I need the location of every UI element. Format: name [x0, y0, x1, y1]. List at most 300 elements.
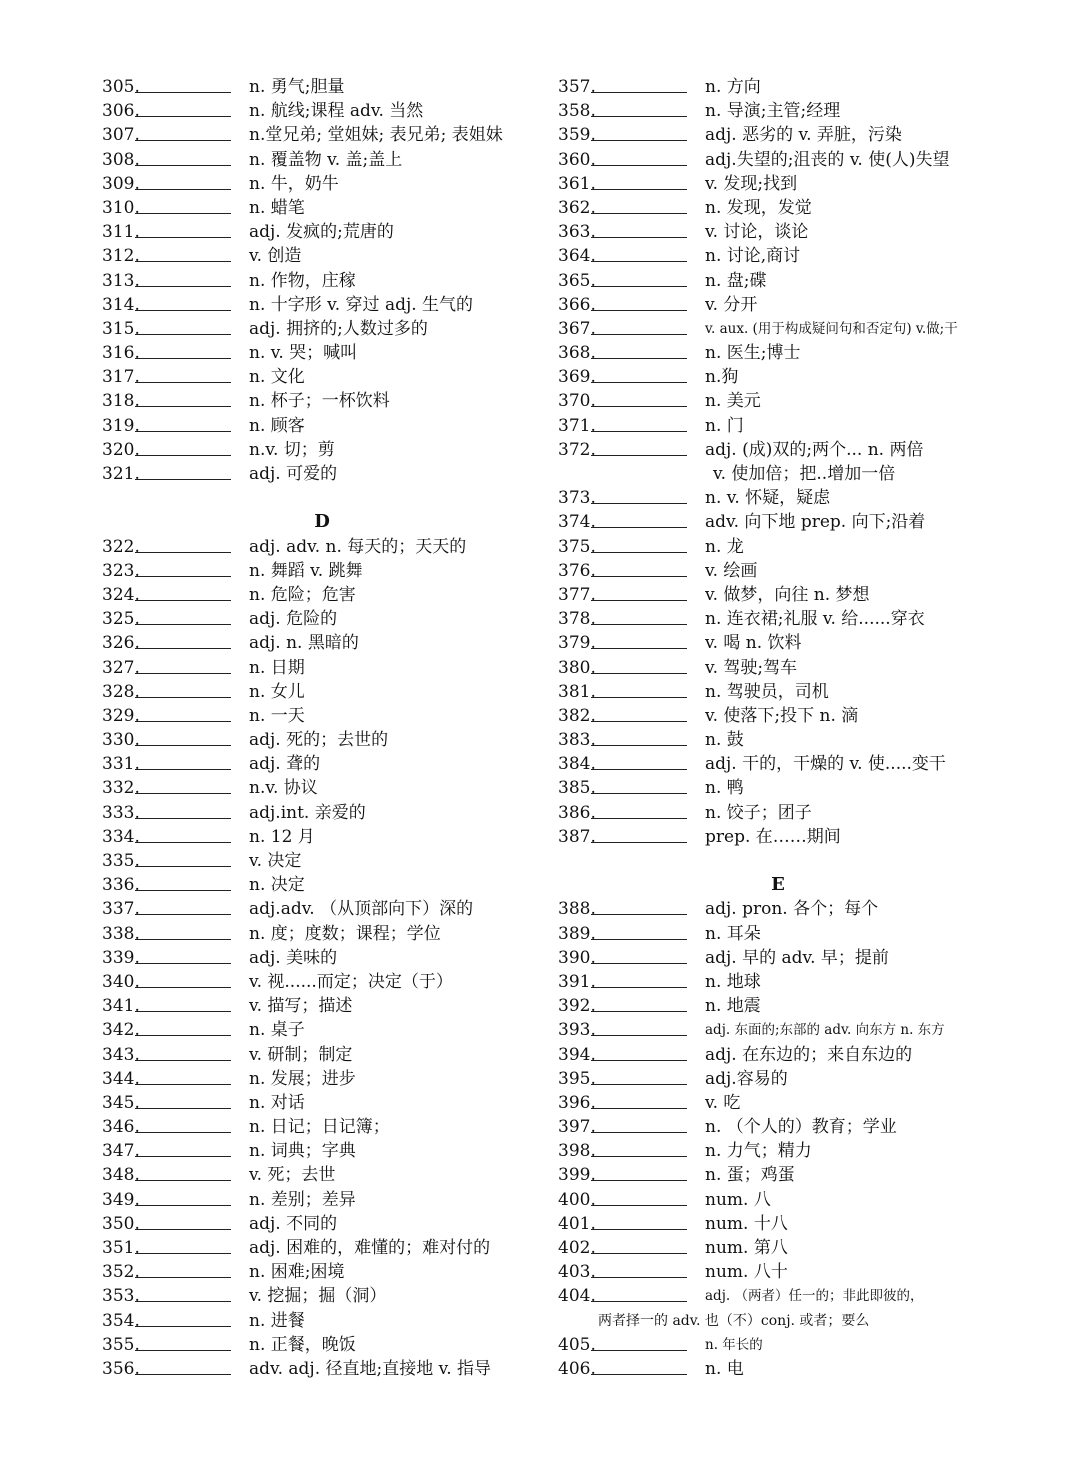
- answer-blank[interactable]: [591, 987, 687, 988]
- vocab-row: [102, 438, 542, 462]
- definition-text: n. 门: [705, 415, 744, 436]
- definition-text: v. 吃: [705, 1092, 741, 1113]
- item-number: 334.: [102, 826, 140, 847]
- answer-blank[interactable]: [135, 1301, 231, 1302]
- item-number: 328.: [102, 681, 140, 702]
- vocab-row: [558, 414, 998, 438]
- item-number: 405.: [558, 1334, 596, 1355]
- vocab-row: [558, 293, 998, 317]
- vocab-row: [558, 269, 998, 293]
- answer-blank[interactable]: [135, 963, 231, 964]
- vocab-row: [102, 1333, 542, 1357]
- answer-blank[interactable]: [135, 793, 231, 794]
- answer-blank[interactable]: [135, 189, 231, 190]
- answer-blank[interactable]: [591, 189, 687, 190]
- vocab-row: [558, 607, 998, 631]
- item-number: 359.: [558, 125, 596, 146]
- answer-blank[interactable]: [591, 527, 687, 528]
- section-heading: [558, 873, 998, 897]
- item-number: 399.: [558, 1165, 596, 1186]
- answer-blank[interactable]: [135, 890, 231, 891]
- answer-blank[interactable]: [591, 213, 687, 214]
- answer-blank[interactable]: [135, 310, 231, 311]
- section-letter: E: [771, 874, 785, 896]
- item-number: 325.: [102, 609, 140, 630]
- vocab-row: [558, 317, 998, 341]
- definition-text: adj. 干的，干燥的 v. 使.....变干: [705, 754, 946, 775]
- vocab-row: [558, 728, 998, 752]
- answer-blank[interactable]: [135, 1277, 231, 1278]
- item-number: 376.: [558, 560, 596, 581]
- answer-blank[interactable]: [135, 431, 231, 432]
- vocab-row: [558, 1188, 998, 1212]
- definition-text: adj.失望的;沮丧的 v. 使(人)失望: [705, 149, 950, 170]
- vocab-row: [558, 1067, 998, 1091]
- answer-blank[interactable]: [135, 286, 231, 287]
- answer-blank[interactable]: [135, 1108, 231, 1109]
- item-number: 310.: [102, 197, 140, 218]
- definition-text: n. 文化: [249, 367, 305, 388]
- definition-text: n. 美元: [705, 391, 761, 412]
- answer-blank[interactable]: [591, 624, 687, 625]
- answer-blank[interactable]: [591, 673, 687, 674]
- answer-blank[interactable]: [591, 237, 687, 238]
- vocab-row: [102, 317, 542, 341]
- definition-text: n. 鸭: [705, 778, 744, 799]
- right-column: [558, 75, 998, 1381]
- item-number: 352.: [102, 1262, 140, 1283]
- definition-text: n. 鼓: [705, 730, 744, 751]
- definition-text: n. 12 月: [249, 826, 315, 847]
- item-number: 374.: [558, 512, 596, 533]
- definition-text: n. 词典；字典: [249, 1141, 356, 1162]
- vocab-row: [102, 1163, 542, 1187]
- answer-blank[interactable]: [135, 1011, 231, 1012]
- vocab-row: [558, 801, 998, 825]
- definition-text: n. 决定: [249, 875, 305, 896]
- answer-blank[interactable]: [135, 1156, 231, 1157]
- definition-text: n. 日记；日记簿；: [249, 1117, 390, 1138]
- item-number: 337.: [102, 899, 140, 920]
- answer-blank[interactable]: [135, 116, 231, 117]
- definition-text: n. 杯子；一杯饮料: [249, 391, 390, 412]
- definition-text: n. 饺子；团子: [705, 802, 812, 823]
- item-number: 383.: [558, 730, 596, 751]
- definition-text: v. 决定: [249, 851, 302, 871]
- answer-blank[interactable]: [591, 334, 687, 335]
- answer-blank[interactable]: [591, 1277, 687, 1278]
- item-number: 371.: [558, 415, 596, 436]
- vocab-row: [558, 1018, 998, 1042]
- answer-blank[interactable]: [591, 1350, 687, 1351]
- answer-blank[interactable]: [135, 1084, 231, 1085]
- answer-blank[interactable]: [591, 842, 687, 843]
- item-number: 368.: [558, 343, 596, 364]
- item-number: 321.: [102, 464, 140, 484]
- answer-blank[interactable]: [591, 286, 687, 287]
- answer-blank[interactable]: [135, 697, 231, 698]
- vocab-row: [102, 148, 542, 172]
- answer-blank[interactable]: [591, 576, 687, 577]
- item-number: 378.: [558, 609, 596, 630]
- vocab-row: [558, 75, 998, 99]
- vocab-row: [102, 196, 542, 220]
- vocab-row: [558, 704, 998, 728]
- item-number: 395.: [558, 1068, 596, 1089]
- vocab-row: [102, 631, 542, 655]
- definition-text: adj. 拥挤的;人数过多的: [249, 318, 428, 339]
- definition-text: adj. pron. 各个；每个: [705, 899, 879, 920]
- vocab-row: [558, 946, 998, 970]
- answer-blank[interactable]: [591, 165, 687, 166]
- item-number: 369.: [558, 367, 596, 388]
- item-number: 380.: [558, 657, 596, 678]
- answer-blank[interactable]: [135, 1060, 231, 1061]
- answer-blank[interactable]: [591, 1374, 687, 1375]
- vocab-row: [102, 1091, 542, 1115]
- definition-text: adj. 恶劣的 v. 弄脏，污染: [705, 125, 902, 146]
- item-number: 347.: [102, 1141, 140, 1162]
- answer-blank[interactable]: [591, 552, 687, 553]
- item-number: 387.: [558, 826, 596, 847]
- answer-blank[interactable]: [591, 431, 687, 432]
- vocab-row: [102, 365, 542, 389]
- definition-text: adv. 向下地 prep. 向下;沿着: [705, 512, 926, 533]
- answer-blank[interactable]: [591, 1229, 687, 1230]
- definition-text: v. 研制；制定: [249, 1044, 353, 1065]
- definition-text: n. 发展；进步: [249, 1068, 356, 1089]
- answer-blank[interactable]: [591, 1011, 687, 1012]
- answer-blank[interactable]: [591, 963, 687, 964]
- vocab-row: [558, 752, 998, 776]
- definition-text: n. 航线;课程 adv. 当然: [249, 101, 424, 122]
- answer-blank[interactable]: [135, 624, 231, 625]
- answer-blank[interactable]: [135, 648, 231, 649]
- answer-blank[interactable]: [135, 1035, 231, 1036]
- definition-text: adj. 可爱的: [249, 464, 338, 484]
- answer-blank[interactable]: [591, 358, 687, 359]
- definition-text: adj. 东面的;东部的 adv. 向东方 n. 东方: [705, 1022, 945, 1039]
- answer-blank[interactable]: [591, 721, 687, 722]
- answer-blank[interactable]: [591, 697, 687, 698]
- definition-text: n. 作物，庄稼: [249, 270, 356, 291]
- answer-blank[interactable]: [135, 1132, 231, 1133]
- definition-text: n. 耳朵: [705, 923, 761, 944]
- vocab-row: [102, 583, 542, 607]
- answer-blank[interactable]: [135, 406, 231, 407]
- item-number: 329.: [102, 705, 140, 726]
- definition-text: adj. （两者）任一的；非此即彼的，: [705, 1288, 924, 1305]
- vocab-row: [102, 1284, 542, 1308]
- definition-text: v. 绘画: [705, 560, 758, 581]
- item-number: 311.: [102, 222, 140, 243]
- vocab-row: [558, 1284, 998, 1308]
- answer-blank[interactable]: [591, 455, 687, 456]
- item-number: 370.: [558, 391, 596, 412]
- definition-text: adj.adv. （从顶部向下）深的: [249, 899, 474, 920]
- item-number: 349.: [102, 1189, 140, 1210]
- answer-blank[interactable]: [135, 818, 231, 819]
- item-number: 358.: [558, 101, 596, 122]
- answer-blank[interactable]: [591, 503, 687, 504]
- definition-text: n. v. 哭；喊叫: [249, 343, 358, 364]
- vocab-row: [102, 75, 542, 99]
- answer-blank[interactable]: [591, 745, 687, 746]
- definition-text: n. v. 怀疑，疑虑: [705, 488, 831, 509]
- answer-blank[interactable]: [135, 842, 231, 843]
- item-number: 391.: [558, 971, 596, 992]
- answer-blank[interactable]: [591, 1253, 687, 1254]
- answer-blank[interactable]: [135, 1253, 231, 1254]
- section-heading: [102, 510, 542, 534]
- answer-blank[interactable]: [135, 237, 231, 238]
- definition-text: adj. 聋的: [249, 754, 321, 775]
- item-number: 345.: [102, 1092, 140, 1113]
- item-number: 379.: [558, 633, 596, 654]
- definition-text: v. 做梦，向往 n. 梦想: [705, 584, 870, 605]
- definition-text: adj. 危险的: [249, 609, 338, 630]
- vocab-row: [558, 1212, 998, 1236]
- section-letter: D: [314, 511, 330, 533]
- vocab-row: [558, 1236, 998, 1260]
- definition-text: n.v. 协议: [249, 778, 318, 799]
- item-number: 336.: [102, 875, 140, 896]
- answer-blank[interactable]: [591, 1180, 687, 1181]
- answer-blank[interactable]: [591, 1035, 687, 1036]
- answer-blank[interactable]: [591, 310, 687, 311]
- answer-blank[interactable]: [135, 769, 231, 770]
- vocab-row: [102, 1236, 542, 1260]
- spacer: [558, 849, 998, 873]
- vocab-row: [558, 535, 998, 559]
- answer-blank[interactable]: [135, 1180, 231, 1181]
- item-number: 344.: [102, 1068, 140, 1089]
- definition-text: v. 使加倍；把..增加一倍: [713, 464, 896, 484]
- definition-text: n. 对话: [249, 1092, 305, 1113]
- answer-blank[interactable]: [591, 1205, 687, 1206]
- vocab-row: [102, 607, 542, 631]
- item-number: 330.: [102, 730, 140, 751]
- definition-text: num. 八十: [705, 1262, 788, 1283]
- definition-text: n. 顾客: [249, 415, 305, 436]
- definition-continuation: [558, 462, 998, 486]
- item-number: 381.: [558, 681, 596, 702]
- item-number: 338.: [102, 923, 140, 944]
- item-number: 314.: [102, 294, 140, 315]
- definition-text: n.v. 切；剪: [249, 439, 335, 460]
- definition-text: prep. 在……期间: [705, 826, 841, 847]
- vocab-row: [558, 776, 998, 800]
- definition-text: n.堂兄弟; 堂姐妹; 表兄弟; 表姐妹: [249, 125, 503, 146]
- item-number: 403.: [558, 1262, 596, 1283]
- item-number: 364.: [558, 246, 596, 267]
- answer-blank[interactable]: [591, 600, 687, 601]
- vocab-row: [102, 1188, 542, 1212]
- answer-blank[interactable]: [135, 140, 231, 141]
- answer-blank[interactable]: [591, 818, 687, 819]
- answer-blank[interactable]: [591, 1132, 687, 1133]
- answer-blank[interactable]: [591, 939, 687, 940]
- answer-blank[interactable]: [591, 793, 687, 794]
- vocab-row: [558, 486, 998, 510]
- vocab-row: [558, 172, 998, 196]
- item-number: 315.: [102, 318, 140, 339]
- definition-text: n. 差别；差异: [249, 1189, 356, 1210]
- definition-text: v. 发现;找到: [705, 173, 798, 194]
- item-number: 375.: [558, 536, 596, 557]
- definition-text: n. 进餐: [249, 1310, 305, 1331]
- vocab-row: [558, 680, 998, 704]
- answer-blank[interactable]: [591, 261, 687, 262]
- answer-blank[interactable]: [591, 1301, 687, 1302]
- answer-blank[interactable]: [135, 1326, 231, 1327]
- vocab-row: [558, 1357, 998, 1381]
- item-number: 373.: [558, 488, 596, 509]
- answer-blank[interactable]: [591, 914, 687, 915]
- vocab-row: [102, 269, 542, 293]
- item-number: 316.: [102, 343, 140, 364]
- vocab-row: [102, 1043, 542, 1067]
- vocab-row: [102, 776, 542, 800]
- answer-blank[interactable]: [135, 745, 231, 746]
- definition-text: adj. 美味的: [249, 947, 338, 968]
- answer-blank[interactable]: [135, 358, 231, 359]
- definition-text: n. 女儿: [249, 681, 305, 702]
- item-number: 360.: [558, 149, 596, 170]
- item-number: 324.: [102, 584, 140, 605]
- item-number: 390.: [558, 947, 596, 968]
- item-number: 394.: [558, 1044, 596, 1065]
- vocab-row: [102, 946, 542, 970]
- answer-blank[interactable]: [135, 987, 231, 988]
- answer-blank[interactable]: [591, 1060, 687, 1061]
- answer-blank[interactable]: [135, 213, 231, 214]
- vocab-row: [102, 244, 542, 268]
- definition-text: n. 年长的: [705, 1336, 763, 1353]
- vocab-row: [102, 1357, 542, 1381]
- answer-blank[interactable]: [135, 721, 231, 722]
- item-number: 367.: [558, 318, 596, 339]
- answer-blank[interactable]: [135, 914, 231, 915]
- answer-blank[interactable]: [135, 1374, 231, 1375]
- definition-text: num. 八: [705, 1189, 771, 1210]
- answer-blank[interactable]: [135, 382, 231, 383]
- answer-blank[interactable]: [591, 406, 687, 407]
- item-number: 307.: [102, 125, 140, 146]
- item-number: 319.: [102, 415, 140, 436]
- vocab-row: [102, 462, 542, 486]
- answer-blank[interactable]: [591, 1084, 687, 1085]
- vocab-row: [558, 220, 998, 244]
- item-number: 366.: [558, 294, 596, 315]
- answer-blank[interactable]: [135, 673, 231, 674]
- answer-blank[interactable]: [591, 140, 687, 141]
- definition-text: v. 描写；描述: [249, 996, 353, 1017]
- item-number: 340.: [102, 971, 140, 992]
- answer-blank[interactable]: [591, 382, 687, 383]
- vocab-row: [558, 1260, 998, 1284]
- item-number: 354.: [102, 1310, 140, 1331]
- definition-text: v. 视......而定；决定（于）: [249, 971, 453, 992]
- definition-text: num. 第八: [705, 1238, 788, 1258]
- item-number: 320.: [102, 439, 140, 460]
- item-number: 404.: [558, 1286, 596, 1307]
- vocab-row: [558, 510, 998, 534]
- answer-blank[interactable]: [135, 939, 231, 940]
- item-number: 355.: [102, 1334, 140, 1355]
- answer-blank[interactable]: [591, 92, 687, 93]
- answer-blank[interactable]: [135, 600, 231, 601]
- vocab-row: [558, 1091, 998, 1115]
- item-number: 323.: [102, 560, 140, 581]
- item-number: 361.: [558, 173, 596, 194]
- vocab-row: [558, 1115, 998, 1139]
- vocab-row: [102, 559, 542, 583]
- answer-blank[interactable]: [135, 92, 231, 93]
- item-number: 350.: [102, 1213, 140, 1234]
- answer-blank[interactable]: [591, 116, 687, 117]
- definition-text: v. 喝 n. 饮料: [705, 633, 802, 654]
- vocab-row: [558, 631, 998, 655]
- answer-blank[interactable]: [591, 769, 687, 770]
- definition-text: v. 死；去世: [249, 1165, 336, 1186]
- definition-text: v. 使落下;投下 n. 滴: [705, 705, 859, 726]
- vocab-row: [558, 196, 998, 220]
- vocab-row: [558, 656, 998, 680]
- definition-text: n. 桌子: [249, 1020, 305, 1041]
- answer-blank[interactable]: [135, 866, 231, 867]
- answer-blank[interactable]: [591, 648, 687, 649]
- vocab-row: [102, 1212, 542, 1236]
- definition-text: n. 蜡笔: [249, 197, 305, 218]
- answer-blank[interactable]: [591, 1108, 687, 1109]
- vocab-row: [102, 728, 542, 752]
- answer-blank[interactable]: [135, 552, 231, 553]
- definition-text: n. 十字形 v. 穿过 adj. 生气的: [249, 294, 474, 315]
- definition-text: n. 困难;困境: [249, 1262, 345, 1283]
- answer-blank[interactable]: [135, 576, 231, 577]
- definition-text: v. 讨论，谈论: [705, 222, 809, 243]
- definition-text: n. 电: [705, 1358, 744, 1379]
- vocab-row: [558, 244, 998, 268]
- definition-text: n. 一天: [249, 705, 305, 726]
- definition-text: n. 发现，发觉: [705, 197, 812, 218]
- item-number: 388.: [558, 899, 596, 920]
- vocab-row: [102, 680, 542, 704]
- vocab-row: [558, 123, 998, 147]
- definition-text: n. 危险；危害: [249, 584, 356, 605]
- answer-blank[interactable]: [135, 165, 231, 166]
- answer-blank[interactable]: [135, 1205, 231, 1206]
- item-number: 392.: [558, 996, 596, 1017]
- definition-wrap-line: [558, 1309, 998, 1333]
- answer-blank[interactable]: [135, 261, 231, 262]
- item-number: 353.: [102, 1286, 140, 1307]
- answer-blank[interactable]: [135, 455, 231, 456]
- definition-text: n. 讨论,商讨: [705, 246, 801, 267]
- definition-text: n. 舞蹈 v. 跳舞: [249, 560, 363, 581]
- answer-blank[interactable]: [135, 1229, 231, 1230]
- answer-blank[interactable]: [135, 479, 231, 480]
- vocab-row: [102, 849, 542, 873]
- answer-blank[interactable]: [591, 1156, 687, 1157]
- answer-blank[interactable]: [135, 334, 231, 335]
- definition-text: v. 挖掘；掘（洞）: [249, 1286, 387, 1307]
- vocab-row: [102, 752, 542, 776]
- answer-blank[interactable]: [135, 1350, 231, 1351]
- definition-text: 两者择一的 adv. 也（不）conj. 或者；要么: [598, 1312, 870, 1329]
- definition-text: adj. 在东边的；来自东边的: [705, 1044, 913, 1065]
